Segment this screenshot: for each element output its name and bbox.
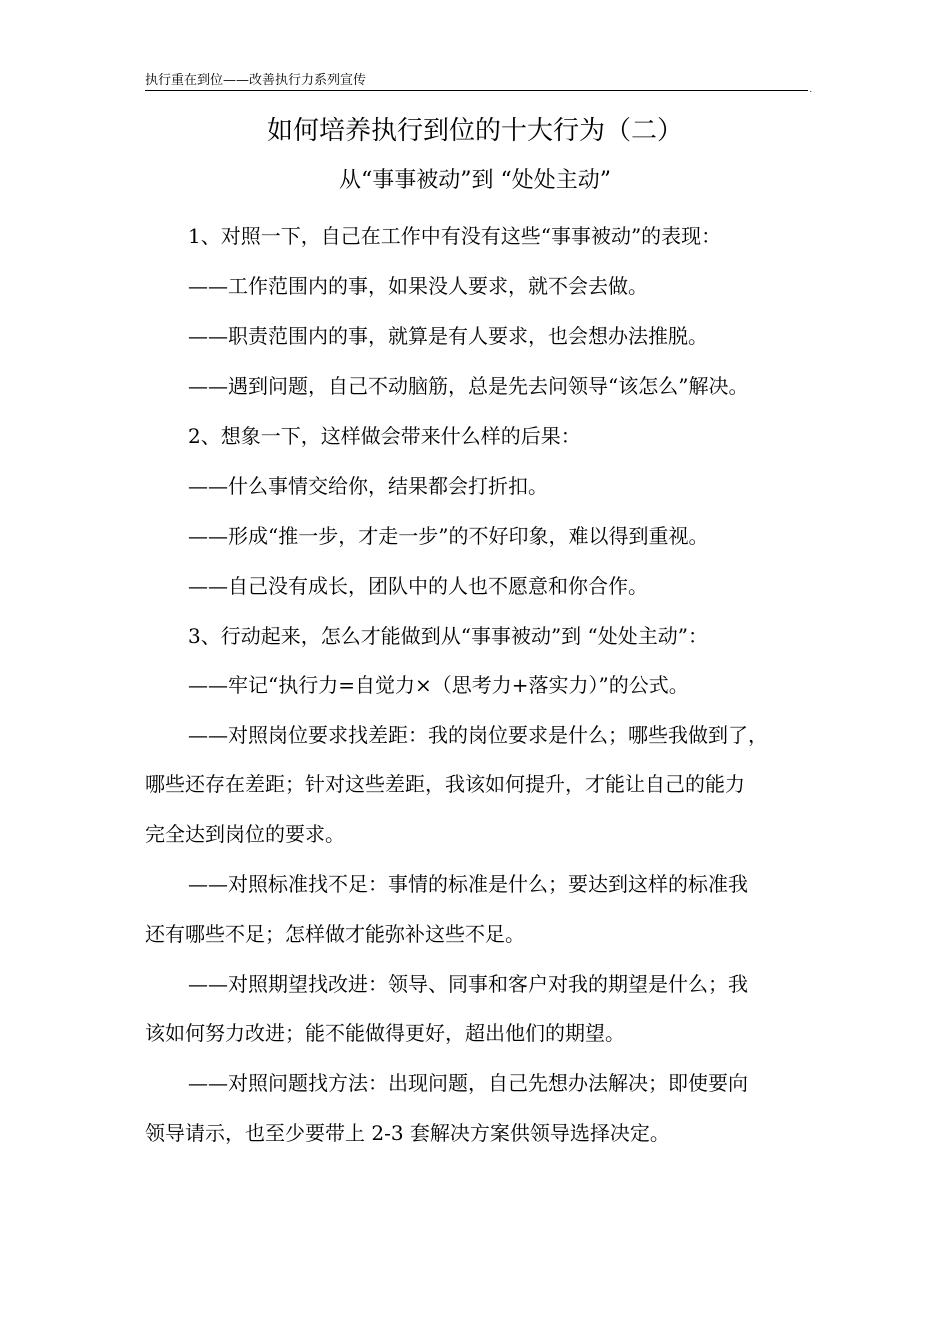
- paragraph-line: ——对照标准找不足：事情的标准是什么；要达到这样的标准我: [188, 872, 748, 896]
- list-item: ——遇到问题，自己不动脑筋，总是先去问领导“该怎么”解决。: [188, 374, 749, 398]
- paragraph-line: 哪些还存在差距；针对这些差距，我该如何提升，才能让自己的能力: [145, 772, 745, 796]
- paragraph-line: ——对照期望找改进：领导、同事和客户对我的期望是什么；我: [188, 972, 748, 996]
- paragraph-line: 完全达到岗位的要求。: [145, 822, 345, 846]
- document-subtitle: 从“事事被动”到 “处处主动”: [339, 168, 611, 193]
- paragraph-line: 还有哪些不足；怎样做才能弥补这些不足。: [145, 922, 525, 946]
- header-mark: .: [809, 85, 812, 94]
- paragraph-line: 该如何努力改进；能不能做得更好，超出他们的期望。: [145, 1021, 625, 1045]
- paragraph-line: ——对照岗位要求找差距：我的岗位要求是什么；哪些我做到了，: [188, 723, 768, 747]
- list-item: ——形成“推一步，才走一步”的不好印象，难以得到重视。: [188, 524, 709, 548]
- paragraph-line: ——对照问题找方法：出现问题，自己先想办法解决；即使要向: [188, 1071, 748, 1095]
- header-text: 执行重在到位——改善执行力系列宣传: [145, 73, 367, 88]
- section-heading-3: 3、行动起来，怎么才能做到从“事事被动”到 “处处主动”：: [188, 624, 708, 648]
- list-item: ——工作范围内的事，如果没人要求，就不会去做。: [188, 274, 648, 298]
- section-heading-1: 1、对照一下，自己在工作中有没有这些“事事被动”的表现：: [188, 224, 722, 248]
- page-header: [145, 72, 812, 94]
- list-item: ——什么事情交给你，结果都会打折扣。: [188, 474, 548, 498]
- list-item: ——自己没有成长，团队中的人也不愿意和你合作。: [188, 574, 648, 598]
- list-item: ——牢记“执行力=自觉力×（思考力+落实力）”的公式。: [188, 673, 689, 697]
- paragraph-line: 领导请示，也至少要带上 2-3 套解决方案供领导选择决定。: [145, 1121, 670, 1145]
- document-title: 如何培养执行到位的十大行为（二）: [266, 116, 683, 146]
- section-heading-2: 2、想象一下，这样做会带来什么样的后果：: [188, 424, 581, 448]
- list-item: ——职责范围内的事，就算是有人要求，也会想办法推脱。: [188, 324, 708, 348]
